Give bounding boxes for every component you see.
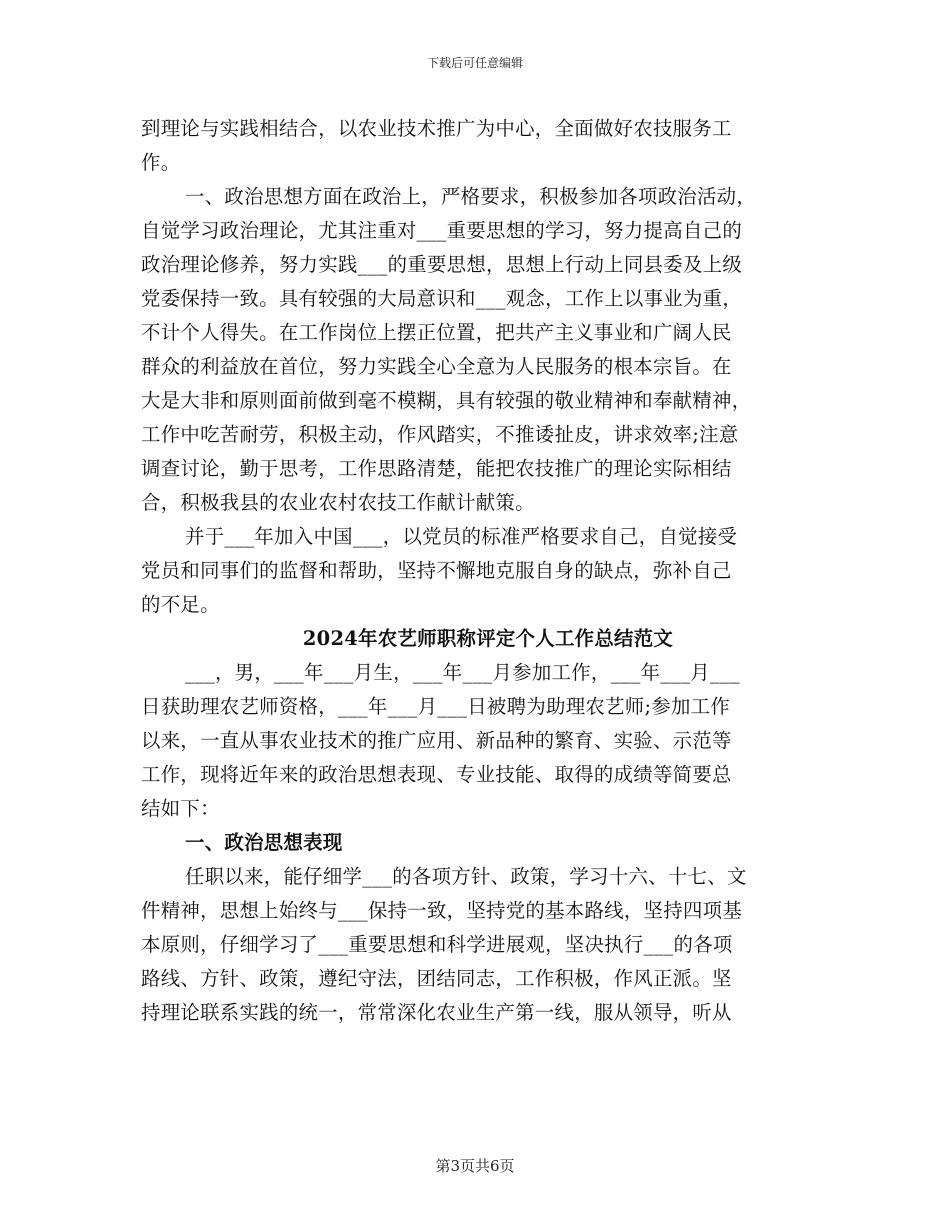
body-line: 调查讨论，勤于思考，工作思路清楚，能把农技推广的理论实际相结: [141, 457, 732, 480]
body-line: 工作中吃苦耐劳，积极主动，作风踏实，不推诿扯皮，讲求效率;注意: [141, 423, 739, 446]
section-heading: 一、政治思想表现: [185, 831, 343, 854]
paragraph-start-line: ___，男，___年___月生，___年___月参加工作，___年___月___: [185, 661, 740, 684]
body-line: 日获助理农艺师资格，___年___月___日被聘为助理农艺师;参加工作: [141, 695, 731, 718]
body-line: 不计个人得失。在工作岗位上摆正位置，把共产主义事业和广阔人民: [141, 321, 732, 344]
body-line: 党员和同事们的监督和帮助，坚持不懈地克服自身的缺点，弥补自己: [141, 559, 732, 582]
paragraph-start-line: 一、政治思想方面在政治上，严格要求，积极参加各项政治活动，: [185, 185, 757, 208]
body-line: 群众的利益放在首位，努力实践全心全意为人民服务的根本宗旨。在: [141, 355, 732, 378]
body-line: 自觉学习政治理论，尤其注重对___重要思想的学习，努力提高自己的: [141, 219, 743, 242]
body-line: 大是大非和原则面前做到毫不模糊，具有较强的敬业精神和奉献精神，: [141, 389, 752, 412]
body-line: 结如下：: [141, 797, 220, 820]
body-line: 持理论联系实践的统一，常常深化农业生产第一线，服从领导，听从: [141, 1001, 732, 1024]
body-line: 件精神，思想上始终与___保持一致，坚持党的基本路线，坚持四项基: [141, 899, 743, 922]
body-line: 以来，一直从事农业技术的推广应用、新品种的繁育、实验、示范等: [141, 729, 732, 752]
body-line: 党委保持一致。具有较强的大局意识和___观念，工作上以事业为重，: [141, 287, 743, 310]
page-header-note: 下载后可任意编辑: [426, 56, 523, 70]
body-line: 本原则，仔细学习了___重要思想和科学进展观，坚决执行___的各项: [141, 933, 733, 956]
body-line: 工作，现将近年来的政治思想表现、专业技能、取得的成绩等简要总: [141, 763, 732, 786]
body-line: 到理论与实践相结合，以农业技术推广为中心，全面做好农技服务工: [141, 117, 732, 140]
document-title: 2024年农艺师职称评定个人工作总结范文: [302, 627, 674, 650]
body-line: 的不足。: [141, 593, 220, 616]
body-line: 政治理论修养，努力实践___的重要思想，思想上行动上同县委及上级: [141, 253, 743, 276]
body-line: 作。: [141, 151, 181, 174]
paragraph-start-line: 并于___年加入中国___，以党员的标准严格要求自己，自觉接受: [185, 525, 738, 548]
body-line: 路线、方针、政策，遵纪守法，团结同志，工作积极，作风正派。坚: [141, 967, 732, 990]
paragraph-start-line: 任职以来，能仔细学___的各项方针、政策，学习十六、十七、文: [185, 865, 747, 888]
page-footer-number: 第3页共6页: [435, 1157, 515, 1175]
body-line: 合，积极我县的农业农村农技工作献计献策。: [141, 491, 535, 514]
document-body: [141, 112, 811, 1030]
